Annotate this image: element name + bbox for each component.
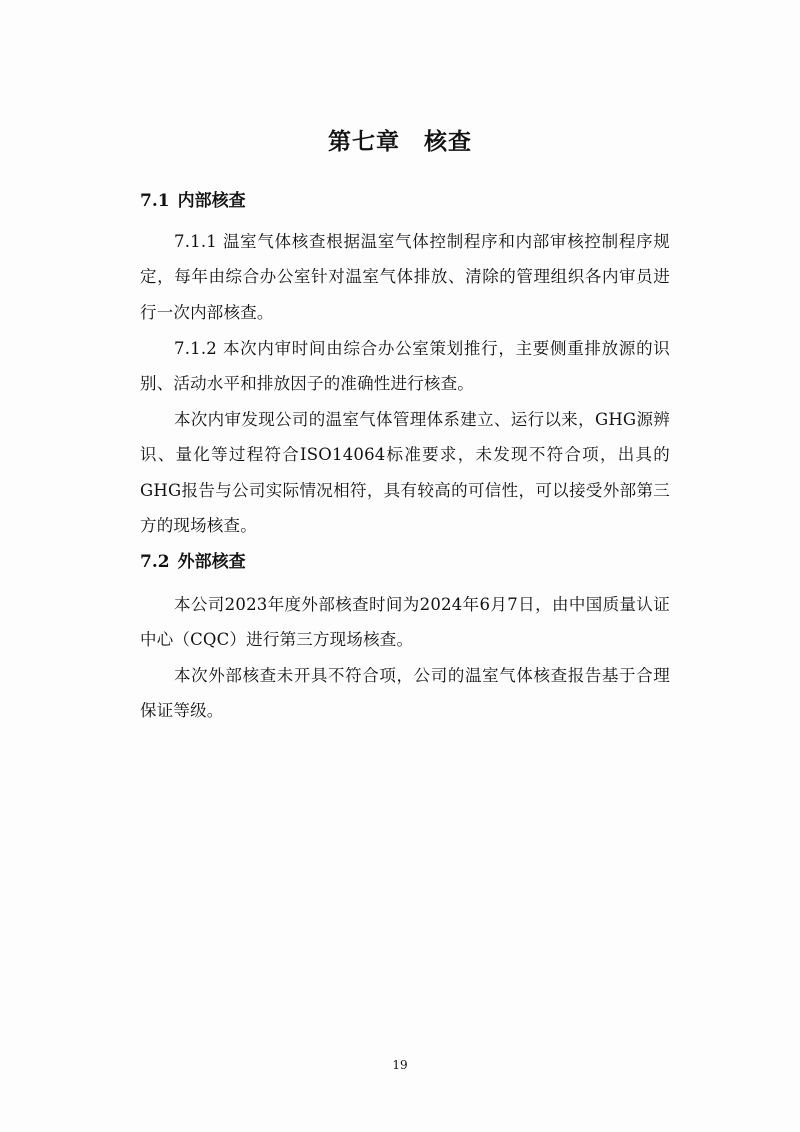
chapter-number: 第七章 <box>328 128 400 155</box>
page-number: 19 <box>392 1058 408 1072</box>
chapter-title <box>0 124 800 160</box>
section-heading-7-1 <box>140 186 246 216</box>
section-title: 内部核查 <box>177 191 246 211</box>
paragraph-external-audit-result: 本次外部核查未开具不符合项，公司的温室气体核查报告基于合理保证等级。 <box>140 666 670 721</box>
section-heading-7-2 <box>140 547 246 577</box>
paragraph-internal-audit-findings: 本次内审发现公司的温室气体管理体系建立、运行以来，GHG源辨识、量化等过程符合ISO14064标准要求，未发现不符合项，出具的GHG报告与公司实际情况相符，具有较高的可信性，可以接受外部第三方的现场核查。 <box>140 410 670 535</box>
paragraph-7-1-1: 7.1.1 温室气体核查根据温室气体控制程序和内部审核控制程序规定，每年由综合办公室针对温室气体排放、清除的管理组织各内审员进行一次内部核查。 <box>140 232 670 322</box>
paragraph-external-audit-time: 本公司2023年度外部核查时间为2024年6月7日，由中国质量认证中心（CQC）进行第三方现场核查。 <box>140 595 670 650</box>
chapter-name: 核查 <box>424 128 472 155</box>
section-number: 7.1 <box>140 191 170 211</box>
section-number: 7.2 <box>140 552 170 572</box>
paragraph-7-1-2: 7.1.2 本次内审时间由综合办公室策划推行，主要侧重排放源的识别、活动水平和排放因子的准确性进行核查。 <box>140 339 670 394</box>
section-title: 外部核查 <box>177 552 246 572</box>
